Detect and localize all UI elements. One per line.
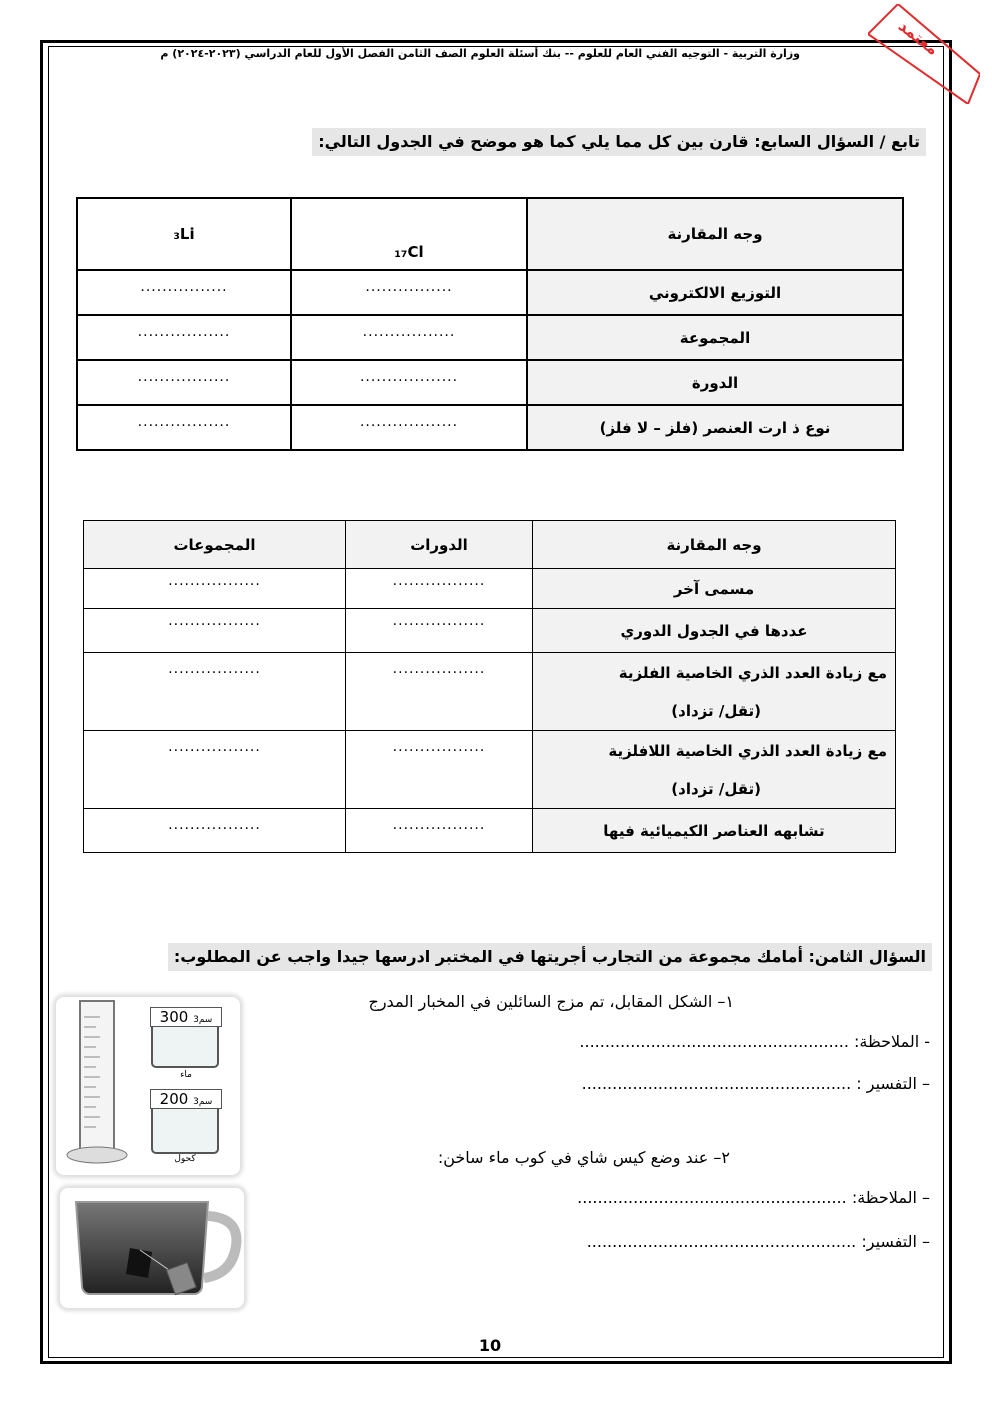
table2-row-label: مسمى آخر (533, 569, 896, 609)
answer-blank[interactable]: ................. (84, 731, 346, 809)
table-row (77, 315, 903, 360)
experiment-2-statement: ٢– عند وضع كيس شاي في كوب ماء ساخن: (437, 1148, 730, 1167)
stamp-text: معتمد (894, 16, 943, 59)
experiment-2-observation[interactable]: – الملاحظة: ..................................................... (577, 1188, 930, 1207)
answer-blank[interactable]: ................. (346, 609, 533, 653)
comparison-table-periods-groups (83, 520, 896, 853)
experiment-1-observation[interactable]: - الملاحظة: ..................................................... (579, 1032, 930, 1051)
cylinder-mixing-image (56, 997, 240, 1175)
answer-blank[interactable]: ................. (84, 809, 346, 853)
beaker-bottom-label: سم3 200 (150, 1089, 222, 1109)
table-row (77, 270, 903, 315)
answer-blank[interactable]: ................. (291, 315, 527, 360)
answer-blank[interactable]: ................ (291, 270, 527, 315)
table2-header-groups: المجموعات (84, 521, 346, 569)
question-7-title: تابع / السؤال السابع: قارن بين كل مما يلي كما هو موضح في الجدول التالي: (312, 128, 926, 156)
page-number: 10 (478, 1336, 502, 1355)
table2-row-label-line2: (تقل/ تزداد) (671, 701, 761, 720)
answer-blank[interactable]: ................. (77, 360, 291, 405)
question-8-title: السؤال الثامن: أمامك مجموعة من التجارب أجريتها في المختبر ادرسها جيدا واجب عن المطلوب: (168, 943, 932, 971)
table-row (84, 653, 896, 731)
answer-blank[interactable]: ................. (346, 731, 533, 809)
experiment-1-interpretation[interactable]: – التفسير : ..................................................... (581, 1074, 930, 1093)
table2-header-aspect: وجه المقارنة (533, 521, 896, 569)
table1-row-label: الدورة (527, 360, 903, 405)
table2-row-label (533, 653, 896, 731)
table2-row-label: تشابهه العناصر الكيميائية فيها (533, 809, 896, 853)
water-label: ماء (180, 1070, 192, 1080)
answer-blank[interactable]: ................. (84, 653, 346, 731)
table1-header-aspect: وجه المقارنة (527, 198, 903, 270)
table2-row-label (533, 731, 896, 809)
tea-cup-icon (60, 1188, 244, 1308)
answer-blank[interactable]: ................. (346, 569, 533, 609)
answer-blank[interactable]: ................. (77, 405, 291, 450)
comparison-table-elements (76, 197, 904, 451)
table2-row-label-line1: مع زيادة العدد الذري الخاصية اللافلزية (608, 741, 887, 760)
answer-blank[interactable]: ................. (346, 809, 533, 853)
answer-blank[interactable]: ................ (77, 270, 291, 315)
table1-row-label: التوزيع الالكتروني (527, 270, 903, 315)
tea-cup-image (60, 1188, 244, 1308)
answer-blank[interactable]: ................. (77, 315, 291, 360)
answer-blank[interactable]: .................. (291, 360, 527, 405)
table1-header-cl: ₁₇Cl (291, 198, 527, 270)
answer-blank[interactable]: .................. (291, 405, 527, 450)
table-row (84, 569, 896, 609)
table2-row-label: عددها في الجدول الدوري (533, 609, 896, 653)
page-header: وزارة التربية - التوجيه الفني العام للعلوم -- بنك أسئلة العلوم الصف الثامن الفصل الأول للعام الدراسي (٢٠٢٣-٢٠٢٤) م (160, 47, 800, 60)
answer-blank[interactable]: ................. (84, 609, 346, 653)
table1-row-label: المجموعة (527, 315, 903, 360)
table-row (77, 405, 903, 450)
table-row (84, 809, 896, 853)
table1-row-label: نوع ذ ارت العنصر (فلز – لا فلز) (527, 405, 903, 450)
beaker-top-label: سم3 300 (150, 1007, 222, 1027)
answer-blank[interactable]: ................. (346, 653, 533, 731)
table2-row-label-line1: مع زيادة العدد الذري الخاصية الفلزية (618, 663, 887, 682)
table-row (84, 609, 896, 653)
answer-blank[interactable]: ................. (84, 569, 346, 609)
table-row (84, 731, 896, 809)
table1-header-li: ₃Li (77, 198, 291, 270)
experiment-2-interpretation[interactable]: – التفسير: ..................................................... (586, 1232, 930, 1251)
table-row (77, 360, 903, 405)
experiment-1-statement: ١– الشكل المقابل، تم مزج السائلين في المخبار المدرج (368, 992, 734, 1011)
table2-header-periods: الدورات (346, 521, 533, 569)
alcohol-label: كحول (174, 1154, 196, 1164)
table2-row-label-line2: (تقل/ تزداد) (671, 779, 761, 798)
